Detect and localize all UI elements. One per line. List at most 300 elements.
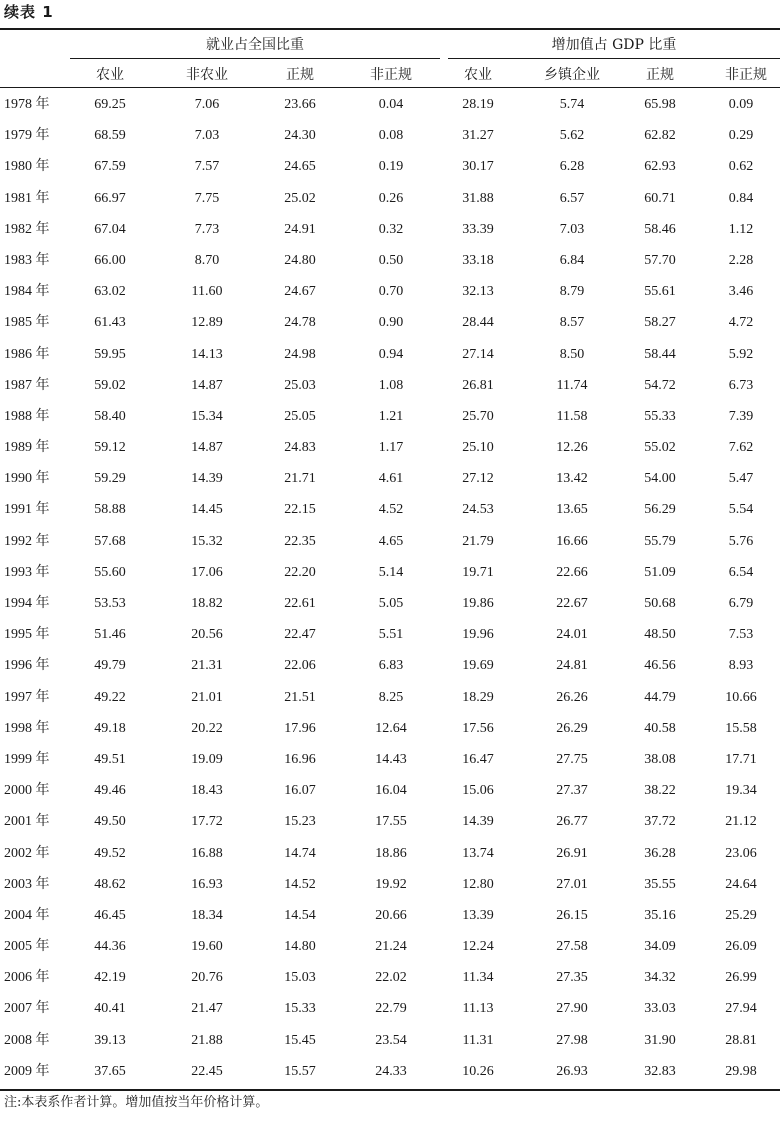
- cell-emp-formal: 22.47: [284, 627, 316, 643]
- cell-emp-formal: 24.91: [284, 221, 316, 237]
- cell-va-agriculture: 25.70: [462, 408, 494, 424]
- cell-emp-nonagriculture: 8.70: [194, 252, 220, 268]
- cell-emp-formal: 24.80: [284, 252, 316, 268]
- cell-va-formal: 36.28: [644, 845, 676, 861]
- cell-emp-informal: 0.04: [378, 97, 404, 112]
- cell-emp-nonagriculture: 18.34: [191, 907, 223, 923]
- cell-va-formal: 55.33: [644, 408, 676, 424]
- cell-va-township-enterprises: 8.79: [559, 284, 585, 300]
- cell-va-informal: 23.06: [725, 845, 757, 861]
- cell-emp-agriculture: 46.45: [94, 907, 126, 923]
- cell-va-agriculture: 32.13: [462, 284, 494, 300]
- cell-emp-formal: 15.33: [284, 1001, 316, 1017]
- cell-va-township-enterprises: 26.26: [556, 689, 588, 705]
- cell-va-agriculture: 30.17: [462, 159, 494, 175]
- cell-emp-agriculture: 69.25: [94, 97, 126, 112]
- cell-emp-informal: 20.66: [375, 907, 407, 923]
- cell-emp-nonagriculture: 11.60: [191, 284, 223, 300]
- cell-emp-nonagriculture: 14.45: [191, 502, 223, 518]
- row-year: 1987 年: [4, 377, 50, 393]
- cell-va-formal: 58.46: [644, 221, 676, 237]
- cell-va-township-enterprises: 26.29: [556, 720, 588, 736]
- cell-emp-formal: 15.03: [284, 970, 316, 986]
- cell-emp-formal: 24.67: [284, 284, 316, 300]
- cell-emp-nonagriculture: 7.06: [194, 97, 220, 112]
- cell-va-formal: 38.08: [644, 751, 676, 767]
- table-row: [0, 962, 780, 993]
- cell-emp-agriculture: 49.22: [94, 689, 126, 705]
- row-year: 2004 年: [4, 907, 50, 923]
- cell-emp-nonagriculture: 15.32: [191, 533, 223, 549]
- cell-va-informal: 8.93: [728, 658, 754, 674]
- cell-emp-informal: 6.83: [378, 658, 404, 674]
- cell-emp-formal: 22.35: [284, 533, 316, 549]
- table-row: [0, 151, 780, 182]
- group-rule-value-added: [448, 58, 780, 59]
- cell-va-agriculture: 31.27: [462, 128, 494, 144]
- cell-emp-nonagriculture: 7.57: [194, 159, 220, 175]
- table-caption: 续表 1: [4, 3, 54, 21]
- cell-va-informal: 1.12: [728, 221, 754, 237]
- top-rule: [0, 28, 780, 30]
- cell-emp-formal: 25.05: [284, 408, 316, 424]
- cell-va-formal: 46.56: [644, 658, 676, 674]
- cell-va-formal: 34.09: [644, 939, 676, 955]
- cell-emp-agriculture: 49.51: [94, 751, 126, 767]
- cell-emp-informal: 1.08: [378, 377, 404, 393]
- cell-va-township-enterprises: 26.15: [556, 907, 588, 923]
- cell-va-formal: 33.03: [644, 1001, 676, 1017]
- col-header-emp-informal: 非正规: [370, 67, 412, 83]
- cell-va-formal: 51.09: [644, 564, 676, 580]
- cell-emp-formal: 14.80: [284, 939, 316, 955]
- cell-emp-informal: 0.08: [378, 128, 404, 144]
- cell-emp-nonagriculture: 17.06: [191, 564, 223, 580]
- cell-va-agriculture: 11.13: [462, 1001, 494, 1017]
- row-year: 2001 年: [4, 814, 50, 830]
- table-row: [0, 89, 780, 120]
- cell-emp-informal: 22.02: [375, 970, 407, 986]
- col-header-va-township-enterprises: 乡镇企业: [544, 67, 600, 83]
- cell-emp-agriculture: 67.04: [94, 221, 126, 237]
- table-row: [0, 1056, 780, 1087]
- cell-va-informal: 5.54: [728, 502, 754, 518]
- cell-emp-informal: 16.04: [375, 783, 407, 799]
- cell-emp-agriculture: 42.19: [94, 970, 126, 986]
- cell-va-township-enterprises: 6.57: [559, 190, 585, 206]
- cell-emp-informal: 18.86: [375, 845, 407, 861]
- table-row: [0, 557, 780, 588]
- table-row: [0, 494, 780, 525]
- cell-emp-informal: 0.32: [378, 221, 404, 237]
- cell-emp-informal: 1.17: [378, 440, 404, 456]
- cell-va-township-enterprises: 8.50: [559, 346, 585, 362]
- cell-va-agriculture: 26.81: [462, 377, 494, 393]
- col-header-emp-agriculture: 农业: [96, 67, 124, 83]
- row-year: 1986 年: [4, 346, 50, 362]
- cell-va-formal: 54.72: [644, 377, 676, 393]
- cell-emp-formal: 23.66: [284, 97, 316, 112]
- cell-va-formal: 58.27: [644, 315, 676, 331]
- cell-va-formal: 35.55: [644, 876, 676, 892]
- cell-emp-informal: 0.19: [378, 159, 404, 175]
- cell-emp-nonagriculture: 20.56: [191, 627, 223, 643]
- cell-emp-formal: 24.65: [284, 159, 316, 175]
- cell-va-agriculture: 12.80: [462, 876, 494, 892]
- row-year: 1995 年: [4, 627, 50, 643]
- cell-emp-formal: 24.30: [284, 128, 316, 144]
- cell-emp-formal: 15.23: [284, 814, 316, 830]
- row-year: 1985 年: [4, 315, 50, 331]
- cell-va-informal: 24.64: [725, 876, 757, 892]
- table-row: [0, 838, 780, 869]
- cell-emp-formal: 16.07: [284, 783, 316, 799]
- cell-emp-agriculture: 49.46: [94, 783, 126, 799]
- cell-va-formal: 57.70: [644, 252, 676, 268]
- cell-emp-informal: 5.51: [378, 627, 404, 643]
- table-row: [0, 931, 780, 962]
- cell-va-formal: 65.98: [644, 97, 676, 112]
- col-header-va-agriculture: 农业: [464, 67, 492, 83]
- cell-va-agriculture: 15.06: [462, 783, 494, 799]
- cell-emp-agriculture: 67.59: [94, 159, 126, 175]
- row-year: 2003 年: [4, 876, 50, 892]
- cell-va-informal: 0.62: [728, 159, 754, 175]
- row-year: 1998 年: [4, 720, 50, 736]
- cell-va-informal: 0.84: [728, 190, 754, 206]
- table-row: [0, 214, 780, 245]
- row-year: 1996 年: [4, 658, 50, 674]
- cell-va-township-enterprises: 26.91: [556, 845, 588, 861]
- cell-emp-informal: 23.54: [375, 1032, 407, 1048]
- cell-emp-formal: 14.74: [284, 845, 316, 861]
- cell-emp-agriculture: 59.29: [94, 471, 126, 487]
- cell-emp-agriculture: 51.46: [94, 627, 126, 643]
- cell-emp-nonagriculture: 14.39: [191, 471, 223, 487]
- header-rule: [0, 87, 780, 88]
- cell-emp-agriculture: 49.18: [94, 720, 126, 736]
- cell-va-agriculture: 12.24: [462, 939, 494, 955]
- cell-emp-agriculture: 40.41: [94, 1001, 126, 1017]
- cell-va-township-enterprises: 11.58: [556, 408, 588, 424]
- cell-va-township-enterprises: 13.42: [556, 471, 588, 487]
- cell-va-agriculture: 27.12: [462, 471, 494, 487]
- cell-va-township-enterprises: 27.90: [556, 1001, 588, 1017]
- cell-emp-nonagriculture: 16.88: [191, 845, 223, 861]
- cell-va-agriculture: 28.19: [462, 97, 494, 112]
- row-year: 1993 年: [4, 564, 50, 580]
- row-year: 2009 年: [4, 1063, 50, 1079]
- cell-va-agriculture: 31.88: [462, 190, 494, 206]
- cell-emp-agriculture: 49.52: [94, 845, 126, 861]
- cell-emp-informal: 8.25: [378, 689, 404, 705]
- cell-va-agriculture: 21.79: [462, 533, 494, 549]
- cell-emp-agriculture: 53.53: [94, 596, 126, 611]
- cell-va-township-enterprises: 26.77: [556, 814, 588, 830]
- cell-va-formal: 58.44: [644, 346, 676, 362]
- col-header-emp-formal: 正规: [286, 67, 314, 83]
- cell-va-township-enterprises: 24.01: [556, 627, 588, 643]
- cell-va-formal: 31.90: [644, 1032, 676, 1048]
- cell-va-township-enterprises: 22.66: [556, 564, 588, 580]
- table-row: [0, 806, 780, 837]
- cell-va-informal: 27.94: [725, 1001, 757, 1017]
- row-year: 1994 年: [4, 596, 50, 611]
- cell-emp-informal: 17.55: [375, 814, 407, 830]
- cell-va-formal: 60.71: [644, 190, 676, 206]
- table-row: [0, 713, 780, 744]
- row-year: 1997 年: [4, 689, 50, 705]
- cell-va-agriculture: 14.39: [462, 814, 494, 830]
- row-year: 1980 年: [4, 159, 50, 175]
- cell-va-informal: 7.39: [728, 408, 754, 424]
- cell-va-formal: 37.72: [644, 814, 676, 830]
- cell-va-informal: 7.62: [728, 440, 754, 456]
- bottom-rule: [0, 1089, 780, 1091]
- cell-emp-formal: 25.02: [284, 190, 316, 206]
- table-row: [0, 775, 780, 806]
- cell-emp-agriculture: 55.60: [94, 564, 126, 580]
- cell-emp-nonagriculture: 7.75: [194, 190, 220, 206]
- cell-emp-informal: 5.14: [378, 564, 404, 580]
- cell-emp-agriculture: 66.97: [94, 190, 126, 206]
- cell-va-informal: 5.76: [728, 533, 754, 549]
- cell-emp-nonagriculture: 19.09: [191, 751, 223, 767]
- cell-emp-agriculture: 58.40: [94, 408, 126, 424]
- cell-va-township-enterprises: 5.62: [559, 128, 585, 144]
- cell-emp-formal: 24.98: [284, 346, 316, 362]
- cell-emp-nonagriculture: 22.45: [191, 1063, 223, 1079]
- cell-va-informal: 6.73: [728, 377, 754, 393]
- cell-va-informal: 0.29: [728, 128, 754, 144]
- cell-va-agriculture: 18.29: [462, 689, 494, 705]
- cell-va-formal: 56.29: [644, 502, 676, 518]
- cell-emp-formal: 24.83: [284, 440, 316, 456]
- cell-va-township-enterprises: 11.74: [556, 377, 588, 393]
- cell-emp-informal: 0.70: [378, 284, 404, 300]
- cell-va-agriculture: 25.10: [462, 440, 494, 456]
- cell-va-township-enterprises: 5.74: [559, 97, 585, 112]
- cell-va-agriculture: 33.39: [462, 221, 494, 237]
- cell-va-informal: 26.99: [725, 970, 757, 986]
- col-header-va-informal: 非正规: [725, 67, 767, 83]
- table-row: [0, 619, 780, 650]
- cell-emp-nonagriculture: 19.60: [191, 939, 223, 955]
- table-row: [0, 650, 780, 681]
- cell-emp-formal: 22.20: [284, 564, 316, 580]
- cell-emp-formal: 22.15: [284, 502, 316, 518]
- cell-emp-formal: 14.52: [284, 876, 316, 892]
- cell-va-agriculture: 27.14: [462, 346, 494, 362]
- cell-emp-nonagriculture: 21.31: [191, 658, 223, 674]
- cell-va-agriculture: 16.47: [462, 751, 494, 767]
- cell-va-informal: 7.53: [728, 627, 754, 643]
- cell-va-formal: 48.50: [644, 627, 676, 643]
- cell-emp-formal: 21.51: [284, 689, 316, 705]
- cell-emp-agriculture: 44.36: [94, 939, 126, 955]
- cell-va-agriculture: 19.86: [462, 596, 494, 611]
- cell-va-formal: 50.68: [644, 596, 676, 611]
- cell-emp-informal: 5.05: [378, 596, 404, 611]
- cell-va-township-enterprises: 6.28: [559, 159, 585, 175]
- cell-va-informal: 19.34: [725, 783, 757, 799]
- group-rule-employment: [70, 58, 440, 59]
- cell-va-formal: 55.79: [644, 533, 676, 549]
- cell-va-informal: 5.47: [728, 471, 754, 487]
- cell-va-township-enterprises: 27.35: [556, 970, 588, 986]
- cell-emp-formal: 15.45: [284, 1032, 316, 1048]
- cell-emp-agriculture: 59.02: [94, 377, 126, 393]
- cell-va-formal: 35.16: [644, 907, 676, 923]
- cell-emp-nonagriculture: 18.43: [191, 783, 223, 799]
- table-row: [0, 682, 780, 713]
- row-year: 2006 年: [4, 970, 50, 986]
- group-header-employment: 就业占全国比重: [206, 37, 304, 53]
- cell-emp-nonagriculture: 7.73: [194, 221, 220, 237]
- cell-emp-agriculture: 61.43: [94, 315, 126, 331]
- cell-emp-agriculture: 66.00: [94, 252, 126, 268]
- cell-va-township-enterprises: 26.93: [556, 1063, 588, 1079]
- cell-emp-nonagriculture: 14.87: [191, 440, 223, 456]
- cell-va-formal: 55.02: [644, 440, 676, 456]
- cell-emp-nonagriculture: 17.72: [191, 814, 223, 830]
- table-row: [0, 463, 780, 494]
- table-row: [0, 183, 780, 214]
- col-header-va-formal: 正规: [646, 67, 674, 83]
- cell-va-formal: 34.32: [644, 970, 676, 986]
- cell-emp-agriculture: 68.59: [94, 128, 126, 144]
- cell-va-informal: 17.71: [725, 751, 757, 767]
- cell-va-township-enterprises: 24.81: [556, 658, 588, 674]
- row-year: 1983 年: [4, 252, 50, 268]
- row-year: 1988 年: [4, 408, 50, 424]
- cell-va-agriculture: 10.26: [462, 1063, 494, 1079]
- cell-va-informal: 10.66: [725, 689, 757, 705]
- table-row: [0, 526, 780, 557]
- cell-va-informal: 25.29: [725, 907, 757, 923]
- cell-va-agriculture: 19.69: [462, 658, 494, 674]
- cell-emp-formal: 25.03: [284, 377, 316, 393]
- cell-va-agriculture: 28.44: [462, 315, 494, 331]
- cell-va-township-enterprises: 6.84: [559, 252, 585, 268]
- cell-emp-agriculture: 49.50: [94, 814, 126, 830]
- table-row: [0, 900, 780, 931]
- cell-emp-formal: 15.57: [284, 1063, 316, 1079]
- cell-va-informal: 15.58: [725, 720, 757, 736]
- row-year: 1999 年: [4, 751, 50, 767]
- cell-emp-informal: 4.61: [378, 471, 404, 487]
- table-row: [0, 276, 780, 307]
- table-row: [0, 993, 780, 1024]
- row-year: 1991 年: [4, 502, 50, 518]
- cell-emp-agriculture: 59.12: [94, 440, 126, 456]
- cell-emp-formal: 21.71: [284, 471, 316, 487]
- cell-va-informal: 29.98: [725, 1063, 757, 1079]
- cell-emp-agriculture: 49.79: [94, 658, 126, 674]
- cell-va-informal: 3.46: [728, 284, 754, 300]
- cell-va-township-enterprises: 27.75: [556, 751, 588, 767]
- cell-emp-nonagriculture: 18.82: [191, 596, 223, 611]
- cell-va-informal: 2.28: [728, 252, 754, 268]
- row-year: 2000 年: [4, 783, 50, 799]
- cell-va-agriculture: 33.18: [462, 252, 494, 268]
- cell-va-agriculture: 19.96: [462, 627, 494, 643]
- cell-emp-nonagriculture: 16.93: [191, 876, 223, 892]
- cell-va-township-enterprises: 27.01: [556, 876, 588, 892]
- table-body: [0, 89, 780, 1087]
- cell-emp-agriculture: 63.02: [94, 284, 126, 300]
- cell-va-formal: 40.58: [644, 720, 676, 736]
- table-row: [0, 370, 780, 401]
- table-row: [0, 245, 780, 276]
- cell-emp-formal: 22.61: [284, 596, 316, 611]
- cell-va-township-enterprises: 16.66: [556, 533, 588, 549]
- cell-va-formal: 32.83: [644, 1063, 676, 1079]
- cell-va-agriculture: 19.71: [462, 564, 494, 580]
- table-row: [0, 432, 780, 463]
- cell-va-formal: 54.00: [644, 471, 676, 487]
- cell-emp-formal: 17.96: [284, 720, 316, 736]
- cell-va-township-enterprises: 13.65: [556, 502, 588, 518]
- cell-va-township-enterprises: 12.26: [556, 440, 588, 456]
- cell-emp-nonagriculture: 20.76: [191, 970, 223, 986]
- cell-va-formal: 38.22: [644, 783, 676, 799]
- col-header-emp-nonagriculture: 非农业: [186, 67, 228, 83]
- cell-va-township-enterprises: 27.98: [556, 1032, 588, 1048]
- table-row: [0, 1025, 780, 1056]
- group-header-value-added: 增加值占 GDP 比重: [551, 37, 677, 53]
- cell-va-township-enterprises: 8.57: [559, 315, 585, 331]
- cell-va-informal: 6.54: [728, 564, 754, 580]
- cell-emp-agriculture: 48.62: [94, 876, 126, 892]
- cell-emp-formal: 16.96: [284, 751, 316, 767]
- cell-emp-informal: 0.50: [378, 252, 404, 268]
- row-year: 1989 年: [4, 440, 50, 456]
- table-row: [0, 307, 780, 338]
- cell-va-agriculture: 13.39: [462, 907, 494, 923]
- cell-emp-nonagriculture: 21.47: [191, 1001, 223, 1017]
- row-year: 1992 年: [4, 533, 50, 549]
- cell-emp-nonagriculture: 20.22: [191, 720, 223, 736]
- cell-emp-informal: 0.90: [378, 315, 404, 331]
- cell-emp-informal: 14.43: [375, 751, 407, 767]
- cell-emp-informal: 21.24: [375, 939, 407, 955]
- cell-va-informal: 28.81: [725, 1032, 757, 1048]
- row-year: 2002 年: [4, 845, 50, 861]
- table-row: [0, 744, 780, 775]
- cell-va-township-enterprises: 27.58: [556, 939, 588, 955]
- table-note: 注:本表系作者计算。增加值按当年价格计算。: [4, 1095, 269, 1110]
- cell-emp-agriculture: 37.65: [94, 1063, 126, 1079]
- row-year: 1990 年: [4, 471, 50, 487]
- table-row: [0, 401, 780, 432]
- cell-emp-informal: 24.33: [375, 1063, 407, 1079]
- cell-emp-informal: 0.26: [378, 190, 404, 206]
- cell-va-agriculture: 24.53: [462, 502, 494, 518]
- cell-va-informal: 0.09: [728, 97, 754, 112]
- cell-emp-nonagriculture: 14.87: [191, 377, 223, 393]
- row-year: 2005 年: [4, 939, 50, 955]
- cell-va-township-enterprises: 7.03: [559, 221, 585, 237]
- cell-emp-nonagriculture: 7.03: [194, 128, 220, 144]
- table-row: [0, 869, 780, 900]
- row-year: 2007 年: [4, 1001, 50, 1017]
- cell-va-informal: 6.79: [728, 596, 754, 611]
- cell-emp-informal: 1.21: [378, 408, 404, 424]
- cell-emp-nonagriculture: 15.34: [191, 408, 223, 424]
- table-row: [0, 120, 780, 151]
- cell-emp-informal: 12.64: [375, 720, 407, 736]
